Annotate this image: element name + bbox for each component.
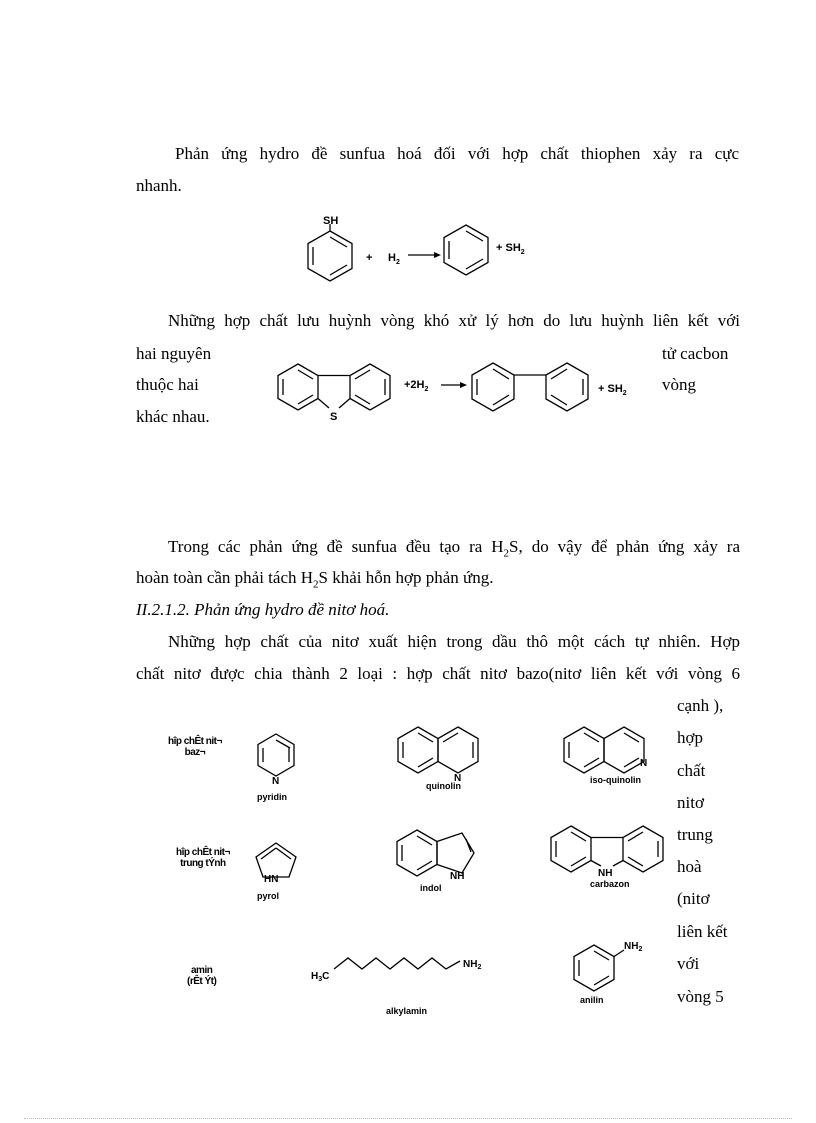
para1-line1: Phản ứng hydro đề sunfua hoá đối với hợp chất thiophen xảy ra cực [175, 144, 739, 163]
aniline-nh2: $NH_2$ [624, 941, 643, 953]
para2-line4: khác nhau. [136, 407, 210, 426]
plus-sign: + [366, 252, 373, 264]
isoquinoline-molecule [564, 727, 644, 773]
section-heading: II.2.1.2. Phản ứng hydro đề nitơ hoá. [136, 600, 390, 619]
sh2-product-2: + $SH_2$ [598, 383, 627, 397]
quinoline-name: quinolin [426, 781, 461, 791]
para2-line3-left: thuộc hai [136, 375, 199, 394]
h3c-group: $H_3C$ [311, 971, 330, 983]
para2-line2-right: tử cacbon [662, 344, 729, 363]
sh-label: SH [323, 215, 339, 227]
row-label-neutral: hîp chÊt nit¬ trung tÝnh [176, 847, 230, 869]
h2-label: $H_2$ [388, 252, 400, 266]
side-word-4: nitơ [677, 793, 704, 812]
quinoline-molecule [398, 727, 478, 773]
alkyl-chain [334, 958, 460, 969]
pyrrole-molecule [256, 843, 296, 877]
row-label-amine: amin (rÊt Ýt) [187, 965, 217, 987]
sh2-product: + $SH_2$ [496, 242, 525, 256]
side-word-2: hợp [677, 728, 703, 747]
para2-line1: Những hợp chất lưu huỳnh vòng khó xử lý hơn do lưu huỳnh liên kết với [168, 311, 740, 330]
para2-line2-left: hai nguyên [136, 344, 212, 363]
side-word-1: cạnh ), [677, 696, 724, 715]
isoquinoline-n: N [640, 758, 648, 769]
indole-nh: NH [450, 871, 465, 882]
pyridine-n: N [272, 776, 280, 787]
indole-molecule [397, 830, 474, 876]
side-word-9: với [677, 954, 700, 973]
alkyl-nh2: $NH_2$ [463, 959, 482, 971]
para4-line1: Những hợp chất của nitơ xuất hiện trong dầu thô một cách tự nhiên. Hợp [168, 632, 740, 651]
isoquinoline-name: iso-quinolin [590, 775, 641, 785]
side-word-5: trung [677, 825, 713, 844]
aniline-name: anilin [580, 995, 604, 1005]
carbazole-molecule [551, 826, 663, 872]
side-word-10: vòng 5 [677, 987, 724, 1006]
aniline-molecule [574, 945, 624, 991]
carbazole-nh: NH [598, 868, 613, 879]
para2-line3-right: vòng [662, 375, 696, 394]
indole-name: indol [420, 883, 442, 893]
side-word-8: liên kết [677, 922, 728, 941]
sulfur-atom: S [330, 411, 338, 423]
side-word-3: chất [677, 761, 706, 780]
para3-line2: hoàn toàn cần phải tách $H_2S$ khải hỗn hợp phản ứng. [136, 568, 494, 591]
pyrrole-hn: HN [264, 874, 279, 885]
carbazole-name: carbazon [590, 879, 630, 889]
page-footer-rule [24, 1118, 792, 1119]
para3-line1: Trong các phản ứng đề sunfua đều tạo ra $H_2S$, do vậy để phản ứng xảy ra [168, 537, 740, 560]
para1-line2: nhanh. [136, 176, 182, 195]
row-label-basic: hîp chÊt nit¬ baz¬ [168, 736, 222, 758]
para4-line2: chất nitơ được chia thành 2 loại : hợp chất nitơ bazo(nitơ liên kết với vòng 6 [136, 664, 740, 683]
alkylamine-name: alkylamin [386, 1006, 428, 1016]
pyridine-molecule [258, 734, 294, 776]
side-word-6: hoà [677, 857, 702, 876]
pyridine-name: pyridin [257, 792, 288, 802]
quinoline-n: N [454, 773, 462, 784]
2h2-reagent: $+2H_2$ [404, 379, 429, 393]
pyrrole-name: pyrol [257, 891, 280, 901]
side-word-7: (nitơ [677, 889, 710, 908]
